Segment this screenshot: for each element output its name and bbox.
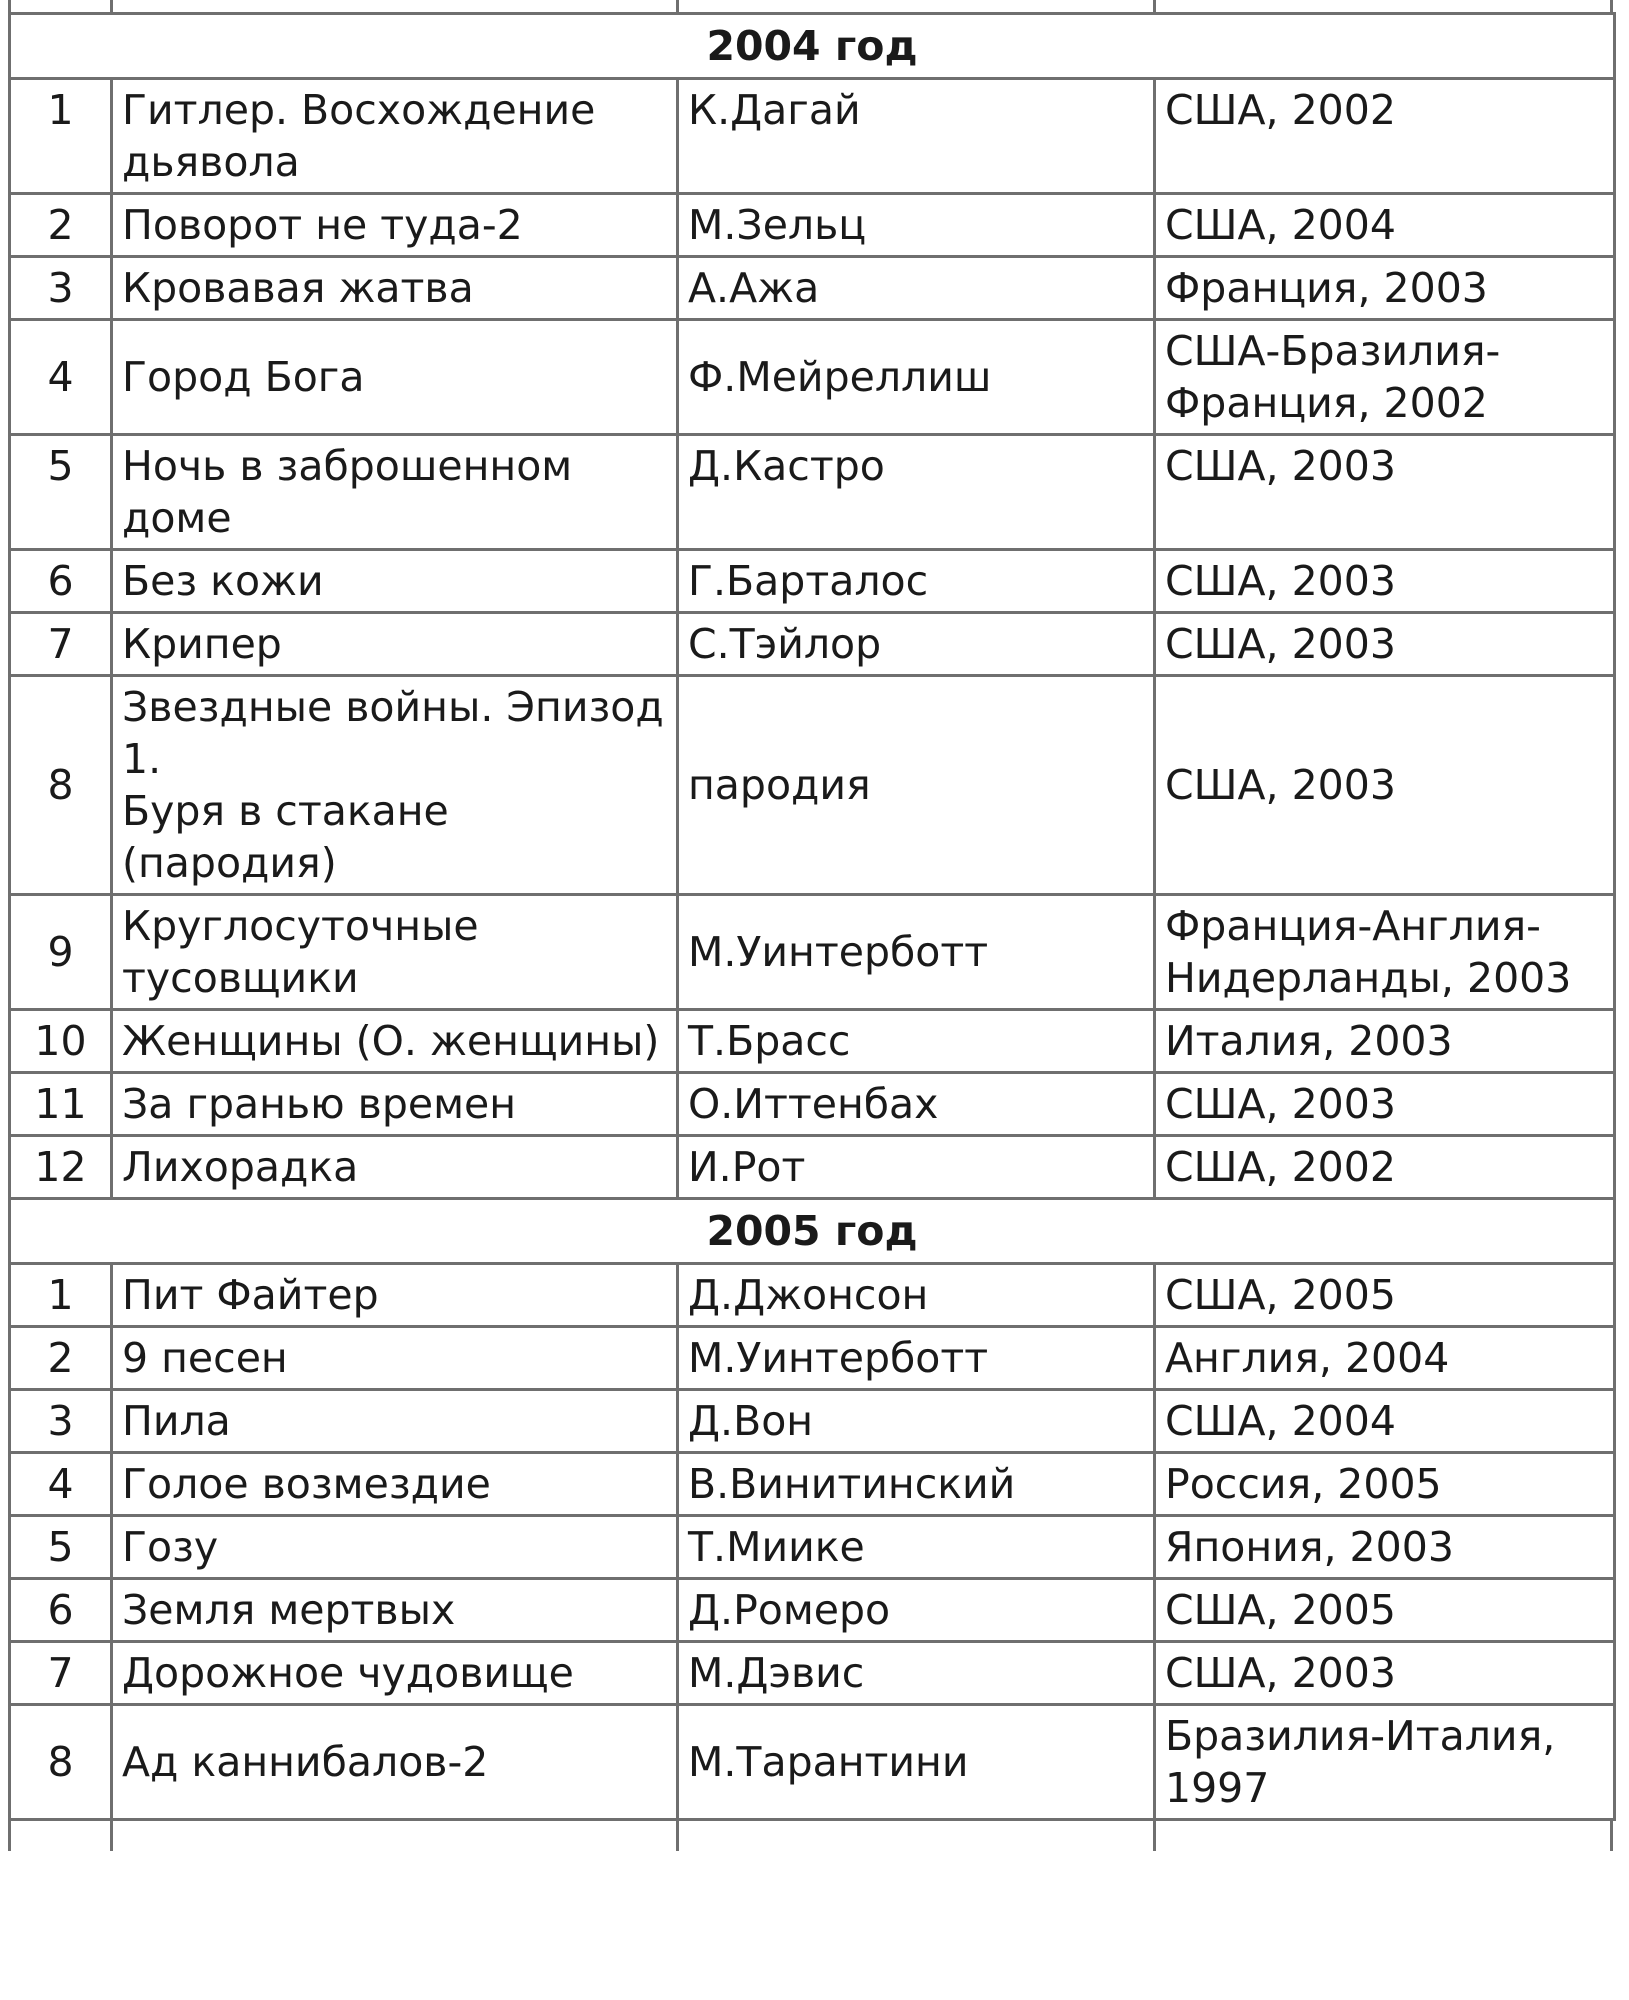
film-country-line: США, 2003 [1165, 557, 1396, 605]
film-title [112, 676, 678, 895]
table-row [10, 194, 1615, 257]
film-country-line: 1997 [1165, 1764, 1270, 1812]
film-country-year [1155, 1453, 1615, 1516]
table-row [10, 1136, 1615, 1199]
film-title [112, 1579, 678, 1642]
films-table [8, 12, 1616, 1821]
table-row [10, 1516, 1615, 1579]
table-row [10, 676, 1615, 895]
film-title-line: Голое возмездие [122, 1460, 491, 1508]
film-title-line: Гозу [122, 1523, 219, 1571]
film-title-line: Без кожи [122, 557, 324, 605]
table-row [10, 79, 1615, 194]
film-director: М.Зельц [678, 194, 1155, 257]
film-title [112, 1010, 678, 1073]
film-title-line: Лихорадка [122, 1143, 359, 1191]
film-country-year [1155, 79, 1615, 194]
column-divider [110, 0, 113, 12]
film-director: Ф.Мейреллиш [678, 320, 1155, 435]
film-title-line: Поворот не туда-2 [122, 201, 523, 249]
table-row [10, 435, 1615, 550]
films-table-body [10, 14, 1615, 1820]
film-country-year [1155, 895, 1615, 1010]
table-top-edge [8, 0, 1613, 12]
film-country-line: Япония, 2003 [1165, 1523, 1454, 1571]
row-number: 8 [10, 676, 112, 895]
film-title [112, 194, 678, 257]
film-title [112, 1705, 678, 1820]
row-number: 3 [10, 1390, 112, 1453]
year-header: 2004 год [10, 14, 1615, 79]
film-country-line: США, 2003 [1165, 620, 1396, 668]
table-row [10, 1705, 1615, 1820]
film-country-line: Бразилия-Италия, [1165, 1712, 1556, 1760]
row-number: 6 [10, 550, 112, 613]
film-country-line: Франция, 2002 [1165, 379, 1488, 427]
table-row [10, 1264, 1615, 1327]
film-country-year [1155, 1705, 1615, 1820]
film-director: О.Иттенбах [678, 1073, 1155, 1136]
table-row [10, 1453, 1615, 1516]
film-country-year [1155, 1642, 1615, 1705]
table-row [10, 613, 1615, 676]
film-country-line: Нидерланды, 2003 [1165, 954, 1572, 1002]
row-number: 3 [10, 257, 112, 320]
film-country-year [1155, 257, 1615, 320]
film-director: пародия [678, 676, 1155, 895]
film-director: Т.Брасс [678, 1010, 1155, 1073]
film-title-line: За гранью времен [122, 1080, 517, 1128]
film-country-year [1155, 1579, 1615, 1642]
film-title [112, 1136, 678, 1199]
table-bottom-edge [8, 1821, 1613, 1851]
column-divider [676, 0, 679, 12]
row-number: 7 [10, 613, 112, 676]
film-title [112, 1390, 678, 1453]
film-country-line: США, 2003 [1165, 1649, 1396, 1697]
film-title [112, 320, 678, 435]
film-country-year [1155, 1010, 1615, 1073]
film-director: Д.Джонсон [678, 1264, 1155, 1327]
film-title [112, 1264, 678, 1327]
film-title-line: Пила [122, 1397, 231, 1445]
film-country-line: США, 2005 [1165, 1586, 1396, 1634]
film-title-line: Кровавая жатва [122, 264, 474, 312]
year-header-row [10, 14, 1615, 79]
row-number: 7 [10, 1642, 112, 1705]
film-title-line: Земля мертвых [122, 1586, 456, 1634]
column-divider [676, 1821, 679, 1851]
table-row [10, 1073, 1615, 1136]
film-title-line: Крипер [122, 620, 282, 668]
film-country-line: США, 2004 [1165, 201, 1396, 249]
table-row [10, 1390, 1615, 1453]
film-director: К.Дагай [678, 79, 1155, 194]
film-director: М.Дэвис [678, 1642, 1155, 1705]
film-director: Д.Вон [678, 1390, 1155, 1453]
film-country-line: Франция-Англия- [1165, 902, 1541, 950]
row-number: 11 [10, 1073, 112, 1136]
table-row [10, 320, 1615, 435]
film-title [112, 613, 678, 676]
film-country-line: Англия, 2004 [1165, 1334, 1450, 1382]
film-title-line: Ночь в заброшенном [122, 442, 573, 490]
film-title-line: Город Бога [122, 353, 365, 401]
film-country-year [1155, 613, 1615, 676]
film-country-year [1155, 1516, 1615, 1579]
film-title-line: (пародия) [122, 839, 337, 887]
row-number: 5 [10, 435, 112, 550]
film-title-line: Пит Файтер [122, 1271, 379, 1319]
film-director: С.Тэйлор [678, 613, 1155, 676]
film-title-line: доме [122, 494, 232, 542]
film-title-line: Дорожное чудовище [122, 1649, 574, 1697]
film-country-year [1155, 1264, 1615, 1327]
film-title [112, 257, 678, 320]
film-country-line: Россия, 2005 [1165, 1460, 1442, 1508]
table-row [10, 550, 1615, 613]
row-number: 1 [10, 79, 112, 194]
film-title-line: Гитлер. Восхождение [122, 86, 596, 134]
film-title [112, 550, 678, 613]
film-title-line: 1. [122, 735, 162, 783]
film-country-line: США, 2002 [1165, 1143, 1396, 1191]
film-country-line: США, 2003 [1165, 1080, 1396, 1128]
year-header: 2005 год [10, 1199, 1615, 1264]
film-title-line: Буря в стакане [122, 787, 449, 835]
film-title-line: дьявола [122, 138, 300, 186]
table-row [10, 895, 1615, 1010]
film-country-year [1155, 1136, 1615, 1199]
row-number: 9 [10, 895, 112, 1010]
table-row [10, 1579, 1615, 1642]
film-country-year [1155, 676, 1615, 895]
film-country-line: США-Бразилия- [1165, 327, 1501, 375]
column-divider [1153, 1821, 1156, 1851]
table-row [10, 257, 1615, 320]
row-number: 2 [10, 1327, 112, 1390]
film-title [112, 1642, 678, 1705]
film-country-line: США, 2002 [1165, 86, 1396, 134]
year-header-row [10, 1199, 1615, 1264]
film-director: Д.Кастро [678, 435, 1155, 550]
film-title [112, 895, 678, 1010]
film-title-line: тусовщики [122, 954, 359, 1002]
film-title-line: Круглосуточные [122, 902, 479, 950]
row-number: 2 [10, 194, 112, 257]
film-title [112, 1516, 678, 1579]
row-number: 1 [10, 1264, 112, 1327]
row-number: 4 [10, 1453, 112, 1516]
film-country-line: Франция, 2003 [1165, 264, 1488, 312]
film-director: А.Ажа [678, 257, 1155, 320]
film-director: Г.Барталос [678, 550, 1155, 613]
film-country-line: США, 2005 [1165, 1271, 1396, 1319]
film-country-year [1155, 194, 1615, 257]
table-row [10, 1327, 1615, 1390]
film-country-year [1155, 1073, 1615, 1136]
film-director: Т.Миике [678, 1516, 1155, 1579]
film-director: М.Тарантини [678, 1705, 1155, 1820]
film-country-year [1155, 320, 1615, 435]
row-number: 4 [10, 320, 112, 435]
film-country-year [1155, 435, 1615, 550]
film-director: М.Уинтерботт [678, 895, 1155, 1010]
column-divider [1153, 0, 1156, 12]
film-title [112, 1327, 678, 1390]
row-number: 10 [10, 1010, 112, 1073]
row-number: 6 [10, 1579, 112, 1642]
film-country-line: США, 2003 [1165, 442, 1396, 490]
film-country-year [1155, 1390, 1615, 1453]
film-country-line: Италия, 2003 [1165, 1017, 1453, 1065]
film-director: М.Уинтерботт [678, 1327, 1155, 1390]
film-title [112, 435, 678, 550]
film-title-line: 9 песен [122, 1334, 288, 1382]
film-country-year [1155, 550, 1615, 613]
film-title-line: Звездные войны. Эпизод [122, 683, 664, 731]
film-title [112, 79, 678, 194]
film-director: Д.Ромеро [678, 1579, 1155, 1642]
table-row [10, 1642, 1615, 1705]
row-number: 5 [10, 1516, 112, 1579]
film-director: В.Винитинский [678, 1453, 1155, 1516]
row-number: 12 [10, 1136, 112, 1199]
film-country-line: США, 2004 [1165, 1397, 1396, 1445]
films-table-wrapper [8, 0, 1613, 1851]
row-number: 8 [10, 1705, 112, 1820]
table-row [10, 1010, 1615, 1073]
film-title-line: Женщины (О. женщины) [122, 1017, 660, 1065]
film-title [112, 1453, 678, 1516]
film-country-year [1155, 1327, 1615, 1390]
column-divider [110, 1821, 113, 1851]
film-country-line: США, 2003 [1165, 761, 1396, 809]
film-director: И.Рот [678, 1136, 1155, 1199]
film-title-line: Ад каннибалов-2 [122, 1738, 489, 1786]
film-title [112, 1073, 678, 1136]
